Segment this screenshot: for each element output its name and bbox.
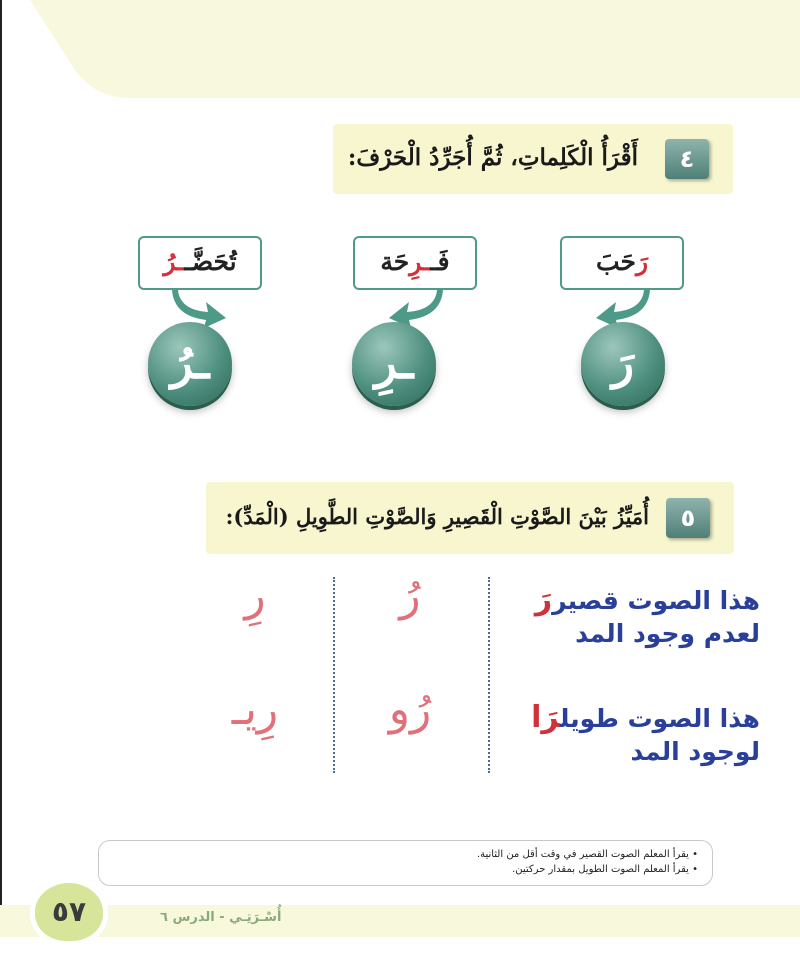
word-1-letter: رَ	[635, 247, 649, 276]
page-number: ٥٧	[51, 895, 87, 928]
short-desc-letter: رَ	[534, 582, 553, 617]
teacher-notes-box	[98, 840, 713, 886]
exercise-5-number-badge	[666, 498, 710, 538]
word-box-1	[560, 236, 684, 290]
long-vowel-letter-1: رُو	[388, 684, 432, 735]
short-vowel-letter-1: رُ	[399, 570, 421, 621]
word-2-letter: ـرِ	[409, 247, 431, 276]
exercise-4-number: ٤	[679, 145, 695, 173]
exercise-5-number: ٥	[680, 504, 696, 532]
teacher-note-1: • يقرأ المعلم الصوت القصير في وقت أقل من الثانية.	[99, 847, 698, 862]
word-box-3	[138, 236, 262, 290]
long-desc-line2: لوجود المد	[630, 737, 760, 766]
letter-ball-1: رَ	[581, 322, 665, 406]
exercise-5-instruction-bar	[206, 482, 734, 554]
word-3-letter: ـرُ	[163, 247, 185, 276]
word-2-start: فَـ	[430, 247, 450, 276]
exercise-4-instruction: أَقْرَأُ الْكَلِماتِ، ثُمَّ أُجَرِّدُ الْحَرْفَ:	[347, 144, 638, 171]
short-vowel-letter-2: رِ	[244, 570, 266, 621]
page-number-badge	[35, 883, 103, 941]
word-2-rest: حَة	[380, 247, 410, 276]
exercise-4-number-badge	[665, 139, 709, 179]
curved-arrow-icon	[170, 288, 230, 328]
exercise-5-instruction: أُمَيِّزُ بَيْنَ الصَّوْتِ الْقَصِيرِ وَالصَّوْتِ الطَّوِيلِ (الْمَدِّ):	[225, 504, 649, 529]
column-separator	[488, 577, 490, 773]
word-3-start: تُحَضَّـ	[184, 247, 237, 276]
letter-ball-2: ـرِ	[352, 322, 436, 406]
short-desc-line2: لعدم وجود المد	[575, 619, 760, 648]
top-decorative-band	[0, 0, 800, 98]
short-sound-description	[535, 582, 760, 648]
long-sound-description	[531, 700, 760, 766]
long-desc-line1: هذا الصوت طويل	[560, 704, 760, 733]
word-1-rest: حَبَ	[595, 247, 636, 276]
long-desc-letter: رَا	[531, 700, 561, 735]
long-vowel-letter-2: رِيـ	[231, 684, 279, 735]
short-desc-line1: هذا الصوت قصير	[552, 586, 760, 615]
column-separator	[333, 577, 335, 773]
letter-ball-3: ـرُ	[148, 322, 232, 406]
teacher-note-2: • يقرأ المعلم الصوت الطويل بمقدار حركتين.	[99, 862, 698, 877]
word-box-2	[353, 236, 477, 290]
lesson-label: أُسْـرَتِـي - الدرس ٦	[160, 910, 282, 925]
bottom-white-strip	[0, 937, 800, 977]
exercise-4-instruction-bar	[333, 124, 733, 194]
